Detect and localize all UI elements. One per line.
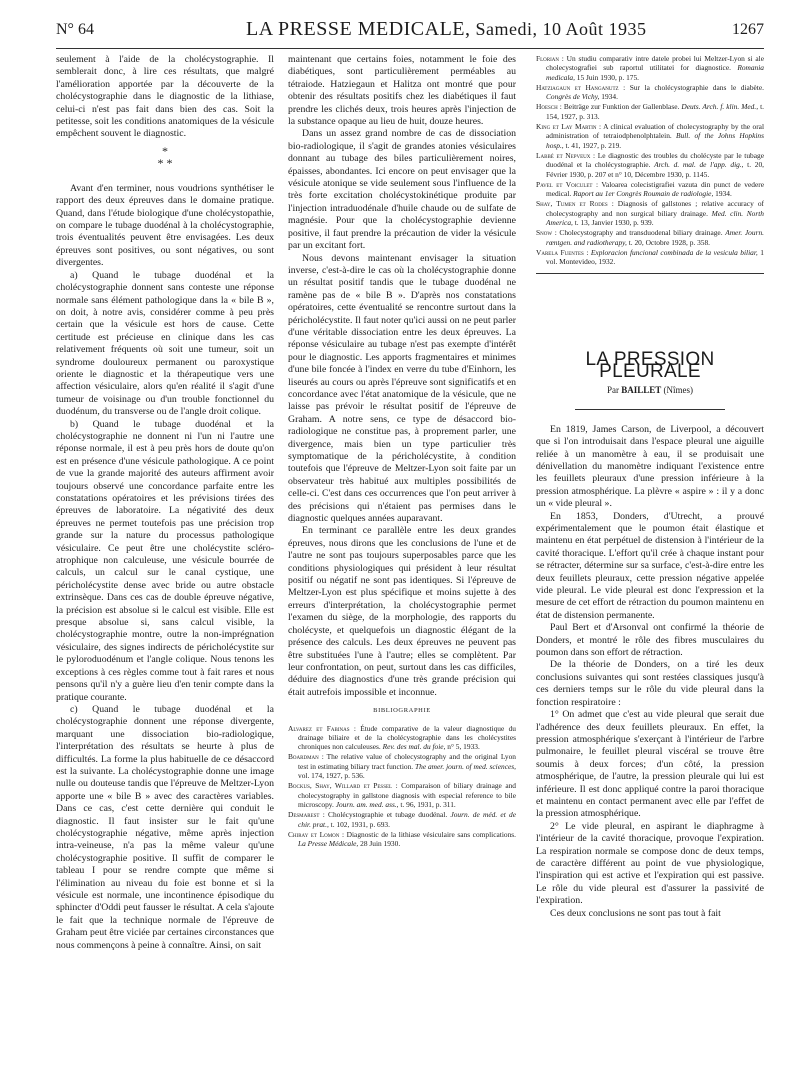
ref-author: Chiray et Lomon : — [288, 829, 345, 839]
paragraph: Ces deux conclusions ne sont pas tout à fait — [550, 907, 721, 919]
bibliography-entry — [536, 228, 764, 247]
ref-author: Desmarest : — [288, 810, 325, 820]
ref-title: A clinical evaluation of cholecystography by the oral administration of tetraiodphenolphtalein. — [546, 122, 764, 141]
byline-rule — [575, 409, 725, 410]
ref-title: The relative value of cholecystography and the original Lyon test in estimating biliary tract function. — [298, 752, 516, 771]
paragraph: En 1819, James Carson, de Liverpool, a découvert que si l'on introduisait dans l'espace pleural une aiguille reliée à un manomètre à eau, il se produisait une dénivellation du manomètre indiquant l'existence entre les feuillets pleuraux d'une pression inférieure à la pression atmosphérique. La plèvre « aspire » : il y a donc un « vide pleural ». — [536, 423, 764, 510]
section-separator — [56, 145, 274, 169]
author-name: BAILLET — [621, 385, 662, 396]
ref-details: 28 Juin 1930. — [358, 839, 401, 849]
ref-source: Rev. des mal. du foie, — [382, 742, 446, 752]
article-byline — [536, 384, 764, 396]
ref-author: King et Lay Martin : — [536, 122, 602, 132]
ref-author: Hoesch : — [536, 102, 562, 112]
ref-author: Florian : — [536, 54, 564, 63]
bibliography-list-continued — [536, 54, 764, 267]
column-rule — [536, 273, 764, 274]
ref-author: Hatziagaun et Hanganutz : — [536, 82, 626, 92]
paragraph: Dans un assez grand nombre de cas de dissociation bio-radiologique, il s'agit de grandes atonies vésiculaires donnant au tubage des biles particulièrement noires, épaisses, abondantes. Ici encore on peut envisager que la vésicule atonique se vide seulement sous l'influence de la très forte excitation cholécystokinétique produite par l'injection intraduodénale d'huile chaude ou de sulfate de magnésie. Pour que la cholécystographie devienne positive, il faut prendre la précaution de vider la vésicule par un excitant fort. — [288, 128, 516, 252]
ref-details: 15 Juin 1930, p. 175. — [574, 72, 640, 82]
ref-author: Alvarez et Fabinas : — [288, 723, 356, 733]
ref-source: Raport au 1er Congrès Roumain de radiologie, — [573, 189, 714, 199]
ref-author: Snow : — [536, 228, 557, 238]
paragraph: seulement à l'aide de la cholécystographie. Il semblerait donc, à lire ces résultats, que malgré l'amélioration apportée par la découverte de la cholécystographie dans le diagnostic de la lithiase, celui-ci n'est pas fait dans bien des cas. Soit la petitesse, soit les conditions anatomiques de la vésicule empêchent souvent le diagnostic. — [56, 54, 274, 140]
ref-source: The amer. journ. of med. sciences, — [415, 761, 516, 771]
journal-header-title — [246, 18, 647, 41]
paragraph: 2° Le vide pleural, en aspirant le diaphragme à l'intérieur de la cavité thoracique, provoque l'expiration. La respiration normale se compose donc de deux temps, de caractère différent au point de vue physiologique, l'inspiration qui est active et l'expiration qui est passive. Le rôle du vide pleural est d'assurer la passivité de l'expiration. — [536, 820, 764, 907]
paragraph: Avant d'en terminer, nous voudrions synthétiser le rapport des deux épreuves dans le domaine pratique. Quand, dans l'étude biologique d'une cholécystopathie, on compare le tubage duodénal à la cholécystographie, trois éventualités peuvent être envisagées. Les deux épreuves sont positives, ou sont négatives, ou sont divergentes. — [56, 182, 274, 269]
ref-source: Exploracion funcional combinada de la vesicula biliar, — [590, 247, 758, 257]
ref-title: Beiträge zur Funktion der Gallenblase. — [561, 102, 682, 112]
author-place: (Nîmes) — [663, 385, 694, 396]
bibliography-entry — [288, 724, 516, 752]
ref-details: t. 96, 1931, p. 311. — [398, 799, 456, 809]
issue-date: Samedi, 10 Août 1935 — [475, 19, 647, 39]
paragraph: maintenant que certains foies, notamment le foie des diabétiques, sont particulièrement perméables au tétraiode. Hatziegaun et Halitza ont montré que pour obtenir des résultats positifs chez les diabétiques il faut prendre les clichés deux, trois heures après l'injection de la substance opaque au lieu de huit, douze heures. — [288, 54, 516, 128]
bibliography-list — [288, 724, 516, 849]
paragraph: Nous devons maintenant envisager la situation inverse, c'est-à-dire le cas où la cholécystographie donne un résultat positif tandis que le tubage duodénal ne ramène pas de « bile B ». D'après nos constatations opératoires, cette éventualité se rencontre surtout dans la péricholécystite. Il faut noter qu'ici aussi on ne peut parler d'une véritable dissociation entre les deux épreuves. La réponse vésiculaire au tubage n'est pas exempte d'intérêt pour le diagnostic. Les apports fragmentaires et minimes d'une bile foncée à l'index en verre du tube d'Einhorn, les liseurés au cours ou après l'épreuve sont significatifs et en concordance avec l'état anatomique de la vésicule, que ne laisse pas prévoir le résultat positif de l'épreuve de Graham. A notre sens, ce type de désaccord bio-radiologique ne constitue pas, à proprement parler, une divergence, mais bien un type particulier très symptomatique de la péricholécystite, à condition toutefois que l'épreuve de Meltzer-Lyon soit faite par un observateur très habitué aux multiples possibilités de celle-ci. C'est dans ces occurrences que l'on peut arriver à des précisions qui n'étaient pas permises dans le diagnostic quelques années auparavant. — [288, 252, 516, 525]
paragraph: En terminant ce parallèle entre les deux grandes épreuves, nous dirons que les conclusions de l'une et de l'autre ne sont pas toujours superposables parce que les conditions physiologiques qui président à leur résultat positif ou négatif ne sont pas identiques. Si l'épreuve de Meltzer-Lyon est plus spécifique et moins sujette à des erreurs d'interprétation, la cholécystographie permet l'examen du siège, de la morphologie, des rapports du cholécyste, et quelquefois un diagnostic élégant de la présence des calculs. Les deux épreuves ne peuvent pas être substituées l'une à l'autre; elles se complètent. Par leur confrontation, on peut, surtout dans les cas difficiles, déduire des diagnostics d'une très grande précision qui était autrefois impossible et inconnue. — [288, 525, 516, 698]
ref-source: Arch. d. mal. de l'app. dig., — [654, 160, 744, 170]
ref-title: Cholecystography and transduodenal biliary drainage. — [556, 228, 726, 238]
ref-title: Cholécystographie et tubage duodénal. — [324, 810, 451, 820]
byline-prefix: Par — [606, 385, 619, 396]
column-2 — [288, 54, 516, 1074]
paragraph: De la théorie de Donders, on a tiré les deux conclusions suivantes qui sont restées classiques jusqu'à ces derniers temps sur le rôle du vide pleural dans la fonction respiratoire : — [536, 659, 764, 708]
page-header — [56, 8, 764, 49]
ref-title: Diagnostic de la lithiase vésiculaire sans complications. — [344, 829, 516, 839]
ref-details: vol. 174, 1927, p. 536. — [298, 771, 365, 781]
bibliography-heading: BIBLIOGRAPHIE — [373, 707, 431, 715]
bibliography-entry — [536, 54, 764, 82]
bibliography-entry — [288, 830, 516, 849]
separator-star: * — [162, 143, 168, 158]
ref-author: Pavel et Voiculet : — [536, 179, 599, 189]
ref-details: t. 20, Février 1930, p. 207 et n° 10, Décembre 1930, p. 1145. — [546, 160, 764, 179]
bibliography-entry — [536, 199, 764, 227]
bibliography-entry — [536, 180, 764, 199]
ref-details: t. 102, 1931, p. 693. — [328, 819, 390, 829]
paragraph: c) Quand le tubage duodénal et la cholécystographie donnent une réponse divergente, marquant une dissociation bio-radiologique, l'interprétation des résultats se heurte à plus de difficultés. La forme la plus habituelle de ce désaccord est la suivante. La cholécystographie donne une image nulle ou douteuse tandis que l'épreuve de Meltzer-Lyon apporte une « bile B » avec des caractères variables. Dans ce cas, c'est cette dernière qui conduit le diagnostic. Il faut insister sur le fait qu'une cholécystographie négative, même après injection intra-veineuse, n'a pas la même valeur qu'une cholécystographie positive. Il suffit de comparer le tableau I pour se rendre compte que même si l'élimination au niveau du foie est bonne et si la vésicule est normale, une incontinence épisodique du sphincter d'Oddi peut fausser le résultat. A cela s'ajoute le fait que la technique normale de l'épreuve de Graham peut être viciée par certaines circonstances que nous commençons à peine à connaître. Ainsi, on sait — [56, 703, 274, 951]
bibliography-entry — [536, 122, 764, 150]
ref-title: Comparaison of biliary drainage and cholecystography in gallstone diagnosis with especial reference to bile microscopy. — [298, 781, 516, 809]
page-number: 1267 — [732, 21, 764, 38]
ref-source: La Presse Médicale, — [298, 839, 359, 849]
bibliography-entry — [536, 83, 764, 102]
paragraph: En 1853, Donders, d'Utrecht, a prouvé expérimentalement que le poumon était élastique et maintenu en état perpétuel de distension à l'intérieur de la cavité thoracique. L'effort qu'il crée à chaque instant pour se rétracter, détermine sur sa surface, c'est-à-dire entre les deux feuillets pleuraux, cette pression négative appelée vide pleural. Le vide pleural est donc l'expression et la mesure de cet effort de rétraction du poumon maintenu en état de distension permanente. — [536, 510, 764, 621]
ref-details: t. 20, Octobre 1928, p. 358. — [626, 237, 711, 247]
ref-source: Bull. of the Johns Hopkins hosp., — [546, 131, 764, 150]
issue-number: N° 64 — [56, 21, 94, 38]
journal-name: LA PRESSE MEDICALE, — [246, 18, 471, 40]
bibliography-entry — [536, 151, 764, 179]
ref-author: Bockus, Shay, Willard et Pessel : — [288, 781, 398, 791]
ref-details: t. 13, Janvier 1930, p. 939. — [572, 218, 654, 228]
bibliography-entry — [288, 810, 516, 829]
paragraph: b) Quand le tubage duodénal et la cholécystographie ne donnent ni l'un ni l'autre une réponse normale, il est à peu près hors de doute qu'on est en présence d'une vésicule pathologique. A ce point de vue la grande majorité des auteurs affirment avoir toujours observé une concordance parfaite entre les constatations opératoires et les prévisions tirées des épreuves de laboratoire. La négativité des deux épreuves ne permet toutefois pas une précision trop grande sur la nature du processus pathologique vésiculaire. Ce peut être une cholécystite scléro-atrophique non calculeuse, une vésicule bourrée de calculs, un calcul sur le canal cystique, une péricholécystite dense avec bride ou autre obstacle extrinsèque. Dans ces cas de double épreuve négative, la précision est absolue si le calcul est visible. Elle est presque absolue si, sans calcul visible, la cholécystographie montre, outre la non-imprégnation vésiculaire, des signes indirects de péricholécystite sur le pyloroduodénum et l'angle colique. Nous tenons les exceptions à ces règles comme tout à fait rares et nous pensons qu'il n'y a guère lieu d'en tenir compte dans la pratique courante. — [56, 418, 274, 703]
ref-author: Varela Fuentes : — [536, 247, 589, 257]
ref-details: 1934. — [599, 92, 618, 102]
bibliography-entry — [536, 248, 764, 267]
ref-title: Valoarea colecistigrafiei vazuta din punct de vedere medical. — [546, 179, 764, 199]
column-1 — [56, 54, 274, 1074]
ref-title: Sur la cholécystographie dans le diabète. — [625, 82, 764, 92]
ref-source: Journ. am. med. ass., — [335, 799, 399, 809]
ref-details: t. 154, 1927, p. 313. — [546, 102, 764, 121]
article-title: LA PRESSION PLEURALE — [585, 348, 715, 382]
ref-author: Labbé et Nepveux : — [536, 150, 596, 160]
paragraph: Paul Bert et d'Arsonval ont confirmé la théorie de Donders, et montré le rôle des fibres musculaires du poumon dans son effort de rétraction. — [536, 622, 764, 659]
ref-source: Romania medicala, — [546, 63, 764, 82]
paragraph: 1° On admet que c'est au vide pleural que serait due l'adhérence des deux feuillets pleuraux. En effet, la pression atmosphérique s'exerçant à l'intérieur de l'arbre pulmonaire, le feuillet pleural viscéral se trouve être soumis à deux forces; d'un côté, la pression atmosphérique, de l'autre, la pression pleurale qui lui est inférieure. Il est donc appliqué contre la paroi thoracique et maintenu en contact permanent avec elle par l'effet de la pression atmosphérique. — [536, 709, 764, 820]
ref-source: Deuts. Arch. f. klin. Med., — [681, 102, 759, 112]
ref-details: 1934. — [713, 189, 732, 199]
ref-title: Le diagnostic des troubles du cholécyste par le tubage duodénal et la cholécystographie. — [546, 150, 764, 170]
ref-source: Amer. Journ. rœntgen. and radiotherapy, — [546, 228, 764, 247]
ref-title: Un studiu comparativ intre datele probei lui Meltzer-Lyon si ale cholecystografiei sub raportul utilitatei for diagnostice. — [546, 54, 764, 73]
paragraph: a) Quand le tubage duodénal et la cholécystographie donnent sans conteste une réponse normale sans élément pathologique dans la « bile B », on doit, à notre avis, considérer comme à peu près certain que la vésicule est hors de cause. Cette certitude est précieuse en clinique dans les cas relativement fréquents où soit une tumeur, soit un syndrome douloureux permanent ou paroxystique oriente le diagnostic et la thérapeutique vers une affection vésiculaire, alors qu'en réalité il s'agit d'une tumeur de voisinage ou d'un trouble fonctionnel du duodénum, du transverse ou de l'angle droit colique. — [56, 269, 274, 418]
bibliography-entry — [288, 781, 516, 809]
ref-details: t. 41, 1927, p. 219. — [563, 140, 622, 150]
ref-details: 1 vol. Montevideo, 1932. — [546, 247, 764, 267]
ref-source: Congrès de Vichy, — [546, 92, 600, 102]
bibliography-entry — [536, 102, 764, 121]
ref-source: Journ. de méd. et de chir. prat., — [298, 810, 516, 829]
ref-author: Boardman : — [288, 752, 324, 762]
column-3 — [536, 54, 764, 1074]
ref-title: Diagnosis of gallstones ; relative accuracy of cholecystography and non surgical biliary drainage. — [546, 199, 764, 218]
bibliography-entry — [288, 752, 516, 780]
ref-author: Shay, Tumen et Rodes : — [536, 199, 614, 209]
ref-source: Med. clin. North America, — [546, 208, 764, 228]
ref-details: n° 5, 1933. — [445, 742, 480, 752]
ref-title: Étude comparative de la valeur diagnostique du drainage biliaire et de la cholécystographie dans les cholécystites chroniques non calculeuses. — [298, 723, 516, 752]
separator-stars: * * — [157, 155, 173, 170]
